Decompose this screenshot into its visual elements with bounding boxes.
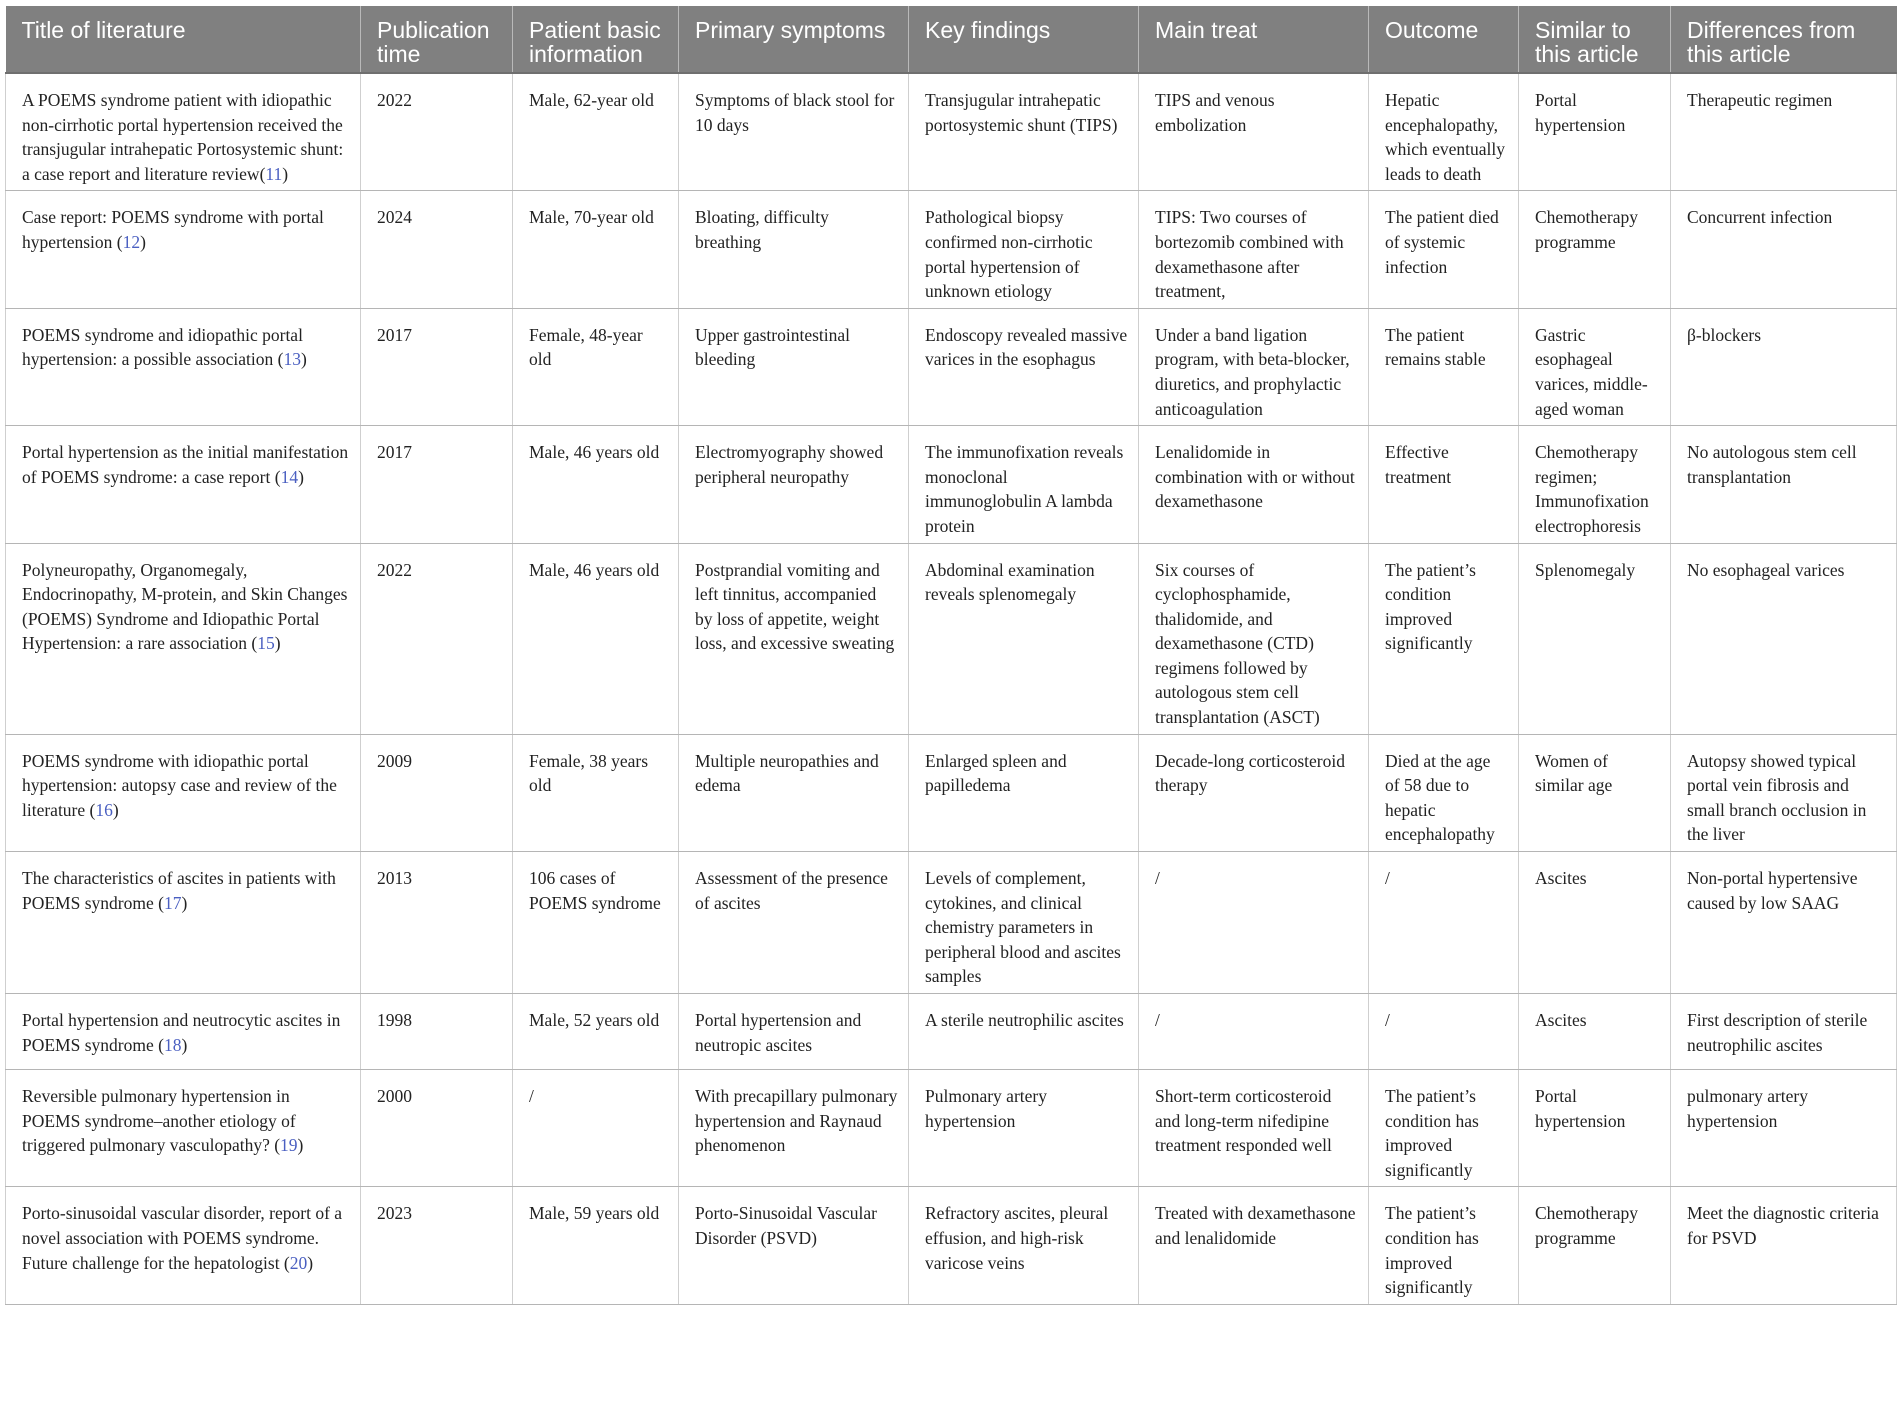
cell-differences: Autopsy showed typical portal vein fibrosis and small branch occlusion in the liver [1671,734,1897,851]
cell-differences: Meet the diagnostic criteria for PSVD [1671,1187,1897,1304]
cell-main-treat: / [1139,852,1369,994]
cell-primary-symptoms: Upper gastrointestinal bleeding [679,308,909,425]
cell-main-treat: Short-term corticosteroid and long-term nifedipine treatment responded well [1139,1070,1369,1187]
cell-outcome: / [1369,994,1519,1070]
cell-title [6,543,361,734]
reference-link[interactable]: 16 [95,799,113,820]
cell-main-treat: Under a band ligation program, with beta-blocker, diuretics, and prophylactic anticoagulation [1139,308,1369,425]
header-row [6,6,1897,73]
cell-primary-symptoms: Multiple neuropathies and edema [679,734,909,851]
table-row [6,543,1897,734]
title-text: Case report: POEMS syndrome with portal hypertension ( [22,207,324,252]
cell-key-findings: Abdominal examination reveals splenomegaly [909,543,1139,734]
cell-outcome: Died at the age of 58 due to hepatic encephalopathy [1369,734,1519,851]
reference-suffix: ) [181,892,188,913]
cell-primary-symptoms: Porto-Sinusoidal Vascular Disorder (PSVD) [679,1187,909,1304]
table-body [6,73,1897,1304]
cell-publication-time: 2023 [361,1187,513,1304]
header-outcome: Outcome [1369,6,1519,73]
cell-similar: Women of similar age [1519,734,1671,851]
cell-patient-info: Male, 59 years old [513,1187,679,1304]
cell-primary-symptoms: Bloating, difficulty breathing [679,191,909,308]
cell-title [6,1070,361,1187]
table-header [6,6,1897,73]
cell-similar: Chemotherapy programme [1519,1187,1671,1304]
cell-main-treat: / [1139,994,1369,1070]
cell-publication-time: 2009 [361,734,513,851]
reference-link[interactable]: 14 [280,466,299,487]
table-row [6,308,1897,425]
cell-differences: Therapeutic regimen [1671,73,1897,191]
cell-similar: Gastric esophageal varices, middle-aged woman [1519,308,1671,425]
cell-outcome: The patient’s condition has improved significantly [1369,1070,1519,1187]
reference-link[interactable]: 19 [280,1135,298,1156]
cell-title [6,73,361,191]
cell-primary-symptoms: Electromyography showed peripheral neuropathy [679,426,909,543]
cell-similar: Portal hypertension [1519,73,1671,191]
cell-similar: Chemotherapy regimen; Immunofixation electrophoresis [1519,426,1671,543]
literature-table [5,6,1897,1305]
cell-outcome: Effective treatment [1369,426,1519,543]
cell-similar: Chemotherapy programme [1519,191,1671,308]
table-row [6,734,1897,851]
cell-patient-info: Female, 38 years old [513,734,679,851]
table-row [6,852,1897,994]
cell-similar: Portal hypertension [1519,1070,1671,1187]
header-patient-info: Patient basic information [513,6,679,73]
reference-link[interactable]: 18 [163,1034,182,1055]
cell-publication-time: 2024 [361,191,513,308]
header-publication-time: Publication time [361,6,513,73]
cell-key-findings: Pathological biopsy confirmed non-cirrhotic portal hypertension of unknown etiology [909,191,1139,308]
reference-suffix: ) [274,633,281,654]
reference-suffix: ) [140,231,146,252]
cell-differences: No esophageal varices [1671,543,1897,734]
reference-suffix: ) [112,799,119,820]
cell-primary-symptoms: Assessment of the presence of ascites [679,852,909,994]
cell-similar: Ascites [1519,994,1671,1070]
cell-key-findings: Enlarged spleen and papilledema [909,734,1139,851]
cell-outcome: The patient remains stable [1369,308,1519,425]
cell-patient-info: Male, 46 years old [513,426,679,543]
header-primary-symptoms: Primary symptoms [679,6,909,73]
cell-key-findings: Endoscopy revealed massive varices in the esophagus [909,308,1139,425]
cell-differences: Non-portal hypertensive caused by low SAAG [1671,852,1897,994]
reference-link[interactable]: 11 [265,163,283,184]
reference-link[interactable]: 15 [257,633,275,654]
cell-differences: β-blockers [1671,308,1897,425]
header-differences: Differences from this article [1671,6,1897,73]
cell-publication-time: 2022 [361,543,513,734]
title-text: POEMS syndrome with idiopathic portal hypertension: autopsy case and review of the literature ( [22,750,337,820]
cell-differences: First description of sterile neutrophilic ascites [1671,994,1897,1070]
reference-link[interactable]: 20 [289,1252,308,1273]
title-text: The characteristics of ascites in patients with POEMS syndrome ( [22,868,336,913]
header-key-findings: Key findings [909,6,1139,73]
header-title: Title of literature [6,6,361,73]
cell-title [6,852,361,994]
cell-primary-symptoms: Portal hypertension and neutropic ascites [679,994,909,1070]
cell-differences: Concurrent infection [1671,191,1897,308]
cell-publication-time: 2017 [361,308,513,425]
header-similar: Similar to this article [1519,6,1671,73]
cell-publication-time: 2017 [361,426,513,543]
title-text: Portal hypertension and neutrocytic ascites in POEMS syndrome ( [22,1010,341,1055]
table-row [6,994,1897,1070]
cell-publication-time: 2022 [361,73,513,191]
table-row [6,1187,1897,1304]
reference-suffix: ) [300,349,307,370]
cell-patient-info: Male, 52 years old [513,994,679,1070]
table-row [6,426,1897,543]
cell-key-findings: A sterile neutrophilic ascites [909,994,1139,1070]
title-text: POEMS syndrome and idiopathic portal hypertension: a possible association ( [22,324,303,370]
reference-suffix: ) [181,1034,188,1055]
cell-title [6,994,361,1070]
cell-publication-time: 2013 [361,852,513,994]
cell-title [6,308,361,425]
cell-key-findings: Levels of complement, cytokines, and clinical chemistry parameters in peripheral blood and ascites samples [909,852,1139,994]
reference-link[interactable]: 17 [163,892,182,913]
title-text: A POEMS syndrome patient with idiopathic non-cirrhotic portal hypertension received the transjugular intrahepatic Portosystemic shunt: a case report and literature review( [22,90,344,184]
title-text: Portal hypertension as the initial manifestation of POEMS syndrome: a case report ( [22,442,349,487]
table-row [6,73,1897,191]
title-text: Porto-sinusoidal vascular disorder, report of a novel association with POEMS syndrome. Future challenge for the hepatologist ( [22,1203,343,1273]
title-text: Polyneuropathy, Organomegaly, Endocrinopathy, M-protein, and Skin Changes (POEMS) Syndrome and Idiopathic Portal Hypertension: a rare association ( [22,559,348,654]
reference-suffix: ) [282,163,289,184]
header-main-treat: Main treat [1139,6,1369,73]
cell-patient-info: / [513,1070,679,1187]
reference-suffix: ) [297,1135,304,1156]
cell-patient-info: Male, 46 years old [513,543,679,734]
cell-patient-info: 106 cases of POEMS syndrome [513,852,679,994]
cell-primary-symptoms: Postprandial vomiting and left tinnitus, accompanied by loss of appetite, weight loss, and excessive sweating [679,543,909,734]
cell-patient-info: Male, 70-year old [513,191,679,308]
cell-patient-info: Male, 62-year old [513,73,679,191]
cell-key-findings: Transjugular intrahepatic portosystemic shunt (TIPS) [909,73,1139,191]
cell-key-findings: Refractory ascites, pleural effusion, and high-risk varicose veins [909,1187,1139,1304]
cell-key-findings: Pulmonary artery hypertension [909,1070,1139,1187]
cell-title [6,191,361,308]
table-row [6,191,1897,308]
cell-main-treat: Six courses of cyclophosphamide, thalidomide, and dexamethasone (CTD) regimens followed by autologous stem cell transplantation (ASCT) [1139,543,1369,734]
reference-suffix: ) [298,466,304,487]
cell-outcome: The patient’s condition improved significantly [1369,543,1519,734]
cell-outcome: / [1369,852,1519,994]
cell-similar: Ascites [1519,852,1671,994]
reference-suffix: ) [307,1252,314,1273]
cell-differences: No autologous stem cell transplantation [1671,426,1897,543]
reference-link[interactable]: 13 [283,349,301,370]
cell-publication-time: 2000 [361,1070,513,1187]
reference-link[interactable]: 12 [122,231,141,252]
cell-title [6,1187,361,1304]
cell-primary-symptoms: With precapillary pulmonary hypertension and Raynaud phenomenon [679,1070,909,1187]
cell-similar: Splenomegaly [1519,543,1671,734]
cell-main-treat: TIPS: Two courses of bortezomib combined with dexamethasone after treatment, [1139,191,1369,308]
cell-primary-symptoms: Symptoms of black stool for 10 days [679,73,909,191]
cell-title [6,426,361,543]
cell-differences: pulmonary artery hypertension [1671,1070,1897,1187]
cell-patient-info: Female, 48-year old [513,308,679,425]
table-row [6,1070,1897,1187]
title-text: Reversible pulmonary hypertension in POEMS syndrome–another etiology of triggered pulmonary vasculopathy? ( [22,1086,296,1156]
cell-outcome: The patient’s condition has improved significantly [1369,1187,1519,1304]
cell-main-treat: Treated with dexamethasone and lenalidomide [1139,1187,1369,1304]
cell-title [6,734,361,851]
cell-key-findings: The immunofixation reveals monoclonal immunoglobulin A lambda protein [909,426,1139,543]
cell-main-treat: TIPS and venous embolization [1139,73,1369,191]
cell-main-treat: Decade-long corticosteroid therapy [1139,734,1369,851]
cell-outcome: The patient died of systemic infection [1369,191,1519,308]
cell-outcome: Hepatic encephalopathy, which eventually leads to death [1369,73,1519,191]
cell-main-treat: Lenalidomide in combination with or without dexamethasone [1139,426,1369,543]
cell-publication-time: 1998 [361,994,513,1070]
